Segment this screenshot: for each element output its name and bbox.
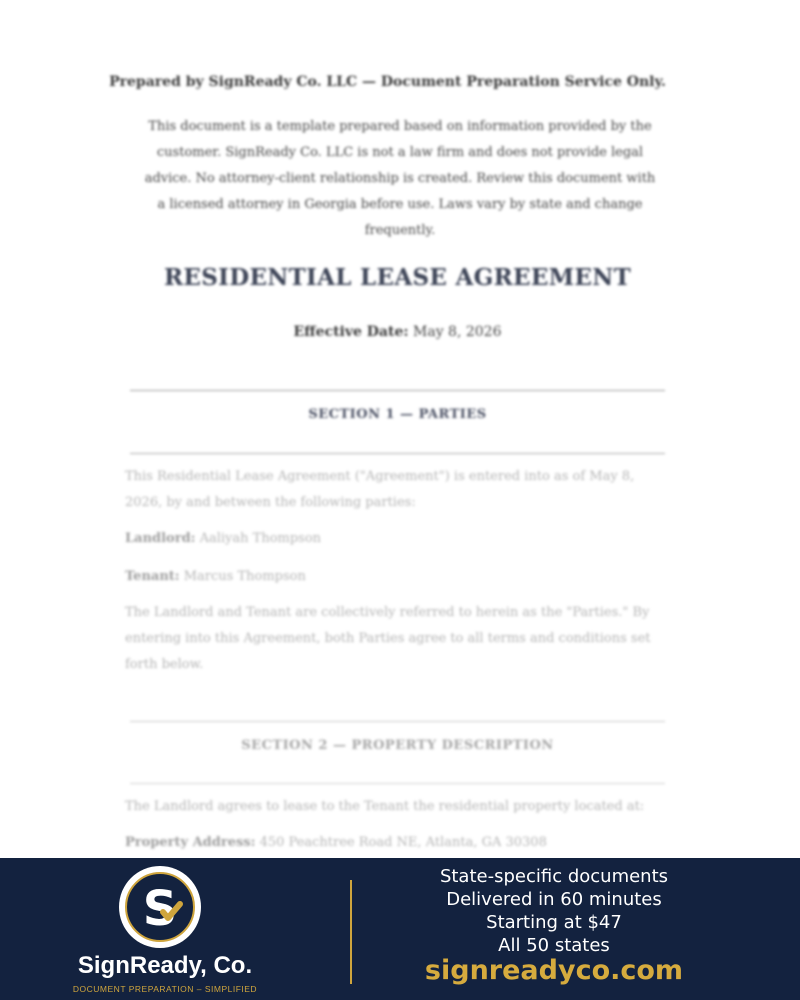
feature-item: All 50 states: [498, 935, 610, 956]
tenant-line: [125, 564, 670, 590]
feature-item: Starting at $47: [486, 912, 622, 933]
effective-date-value: May 8, 2026: [413, 324, 502, 340]
legal-disclaimer: This document is a template prepared based on information provided by the customer. SignReady Co. LLC is not a law firm and does not provide legal advice. No attorney-client relationship is created. Review this document with a licensed attorney in Georgia before use. Laws vary by state and change frequently.: [144, 119, 656, 238]
section-2-heading: SECTION 2 — PROPERTY DESCRIPTION: [241, 738, 554, 753]
brand-tagline: DOCUMENT PREPARATION – SIMPLIFIED: [72, 984, 258, 994]
section-1-heading: SECTION 1 — PARTIES: [308, 407, 487, 422]
landlord-line: [125, 526, 670, 552]
feature-item: Delivered in 60 minutes: [446, 889, 662, 910]
property-address-value: 450 Peachtree Road NE, Atlanta, GA 30308: [259, 835, 547, 850]
property-address-line: [125, 830, 670, 856]
section-divider: [130, 721, 665, 722]
s-checkmark-logo-icon: [119, 866, 201, 948]
property-address-label: Property Address:: [125, 835, 256, 850]
section-1-intro: This Residential Lease Agreement ("Agreement") is entered into as of May 8, 2026, by and between the following parties:: [125, 469, 635, 510]
section-divider: [130, 390, 665, 391]
landlord-label: Landlord:: [125, 531, 196, 546]
section-divider: [130, 453, 665, 454]
tenant-label: Tenant:: [125, 569, 180, 584]
section-1-closing: The Landlord and Tenant are collectively referred to herein as the "Parties." By entering into this Agreement, both Parties agree to all terms and conditions set forth below.: [125, 605, 651, 672]
website-link[interactable]: signreadyco.com: [424, 955, 684, 986]
section-2-intro: The Landlord agrees to lease to the Tenant the residential property located at:: [125, 799, 645, 814]
feature-item: State-specific documents: [439, 866, 669, 887]
tenant-name: Marcus Thompson: [183, 569, 306, 584]
landlord-name: Aaliyah Thompson: [199, 531, 322, 546]
section-divider: [130, 783, 665, 784]
svg-text:S: S: [142, 881, 178, 937]
effective-date-label: Effective Date:: [293, 324, 409, 340]
footer-divider: [350, 880, 352, 984]
document-title: RESIDENTIAL LEASE AGREEMENT: [164, 264, 631, 291]
prepared-by-notice: Prepared by SignReady Co. LLC — Document Preparation Service Only.: [109, 74, 666, 90]
brand-name: SignReady, Co.: [77, 952, 253, 979]
effective-date: [0, 324, 795, 340]
